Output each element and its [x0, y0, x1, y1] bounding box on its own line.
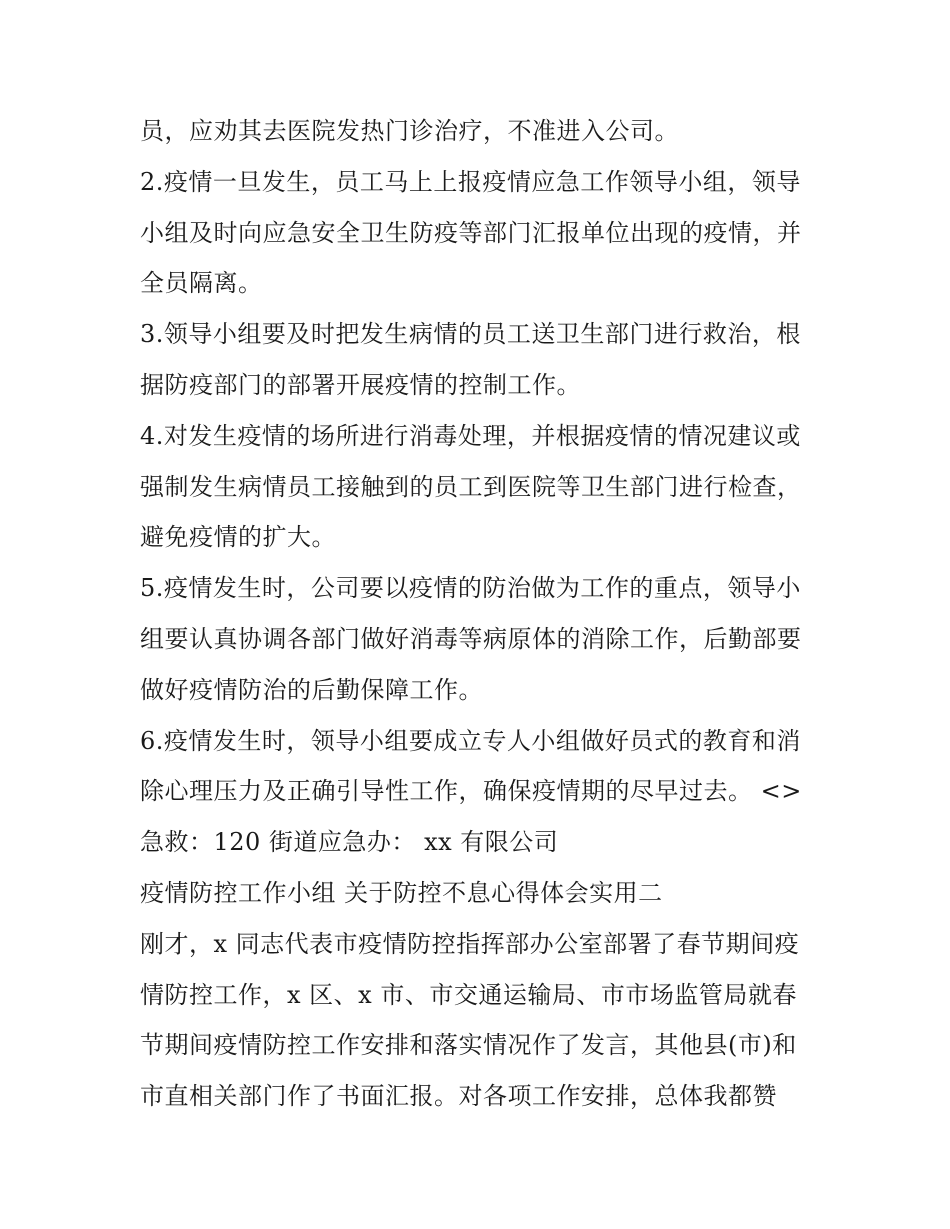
document-body — [140, 106, 830, 1122]
text-line: 2.疫情一旦发生，员工马上上报疫情应急工作领导小组，领导 — [140, 167, 801, 196]
text-line: 刚才，x 同志代表市疫情防控指挥部办公室部署了春节期间疫 — [140, 929, 800, 958]
text-line: 小组及时向应急安全卫生防疫等部门汇报单位出现的疫情，并 — [140, 218, 802, 247]
text-line: 市直相关部门作了书面汇报。对各项工作安排，总体我都赞 — [140, 1082, 777, 1111]
text-line: 避免疫情的扩大。 — [140, 523, 336, 552]
text-line: 6.疫情发生时，领导小组要成立专人小组做好员式的教育和消 — [140, 726, 801, 755]
text-line: 急救：120 街道应急办： xx 有限公司 — [140, 828, 559, 857]
text-line: 5.疫情发生时，公司要以疫情的防治做为工作的重点，领导小 — [140, 574, 801, 603]
text-line: 员，应劝其去医院发热门诊治疗，不准进入公司。 — [140, 117, 679, 145]
text-line: 疫情防控工作小组 关于防控不息心得体会实用二 — [140, 878, 663, 907]
text-line: 情防控工作，x 区、x 市、市交通运输局、市市场监管局就春 — [140, 980, 797, 1009]
text-line: 据防疫部门的部署开展疫情的控制工作。 — [140, 370, 581, 399]
text-line: 强制发生病情员工接触到的员工到医院等卫生部门进行检查， — [140, 472, 802, 501]
text-line: 4.对发生疫情的场所进行消毒处理，并根据疫情的情况建议或 — [140, 421, 801, 450]
text-line: 节期间疫情防控工作安排和落实情况作了发言，其他县(市)和 — [140, 1031, 797, 1060]
text-line: 除心理压力及正确引导性工作，确保疫情期的尽早过去。 <> — [140, 777, 802, 806]
text-line: 全员隔离。 — [140, 269, 263, 298]
text-line: 组要认真协调各部门做好消毒等病原体的消除工作，后勤部要 — [140, 624, 802, 653]
text-line: 做好疫情防治的后勤保障工作。 — [140, 675, 483, 704]
text-line: 3.领导小组要及时把发生病情的员工送卫生部门进行救治，根 — [140, 320, 801, 349]
